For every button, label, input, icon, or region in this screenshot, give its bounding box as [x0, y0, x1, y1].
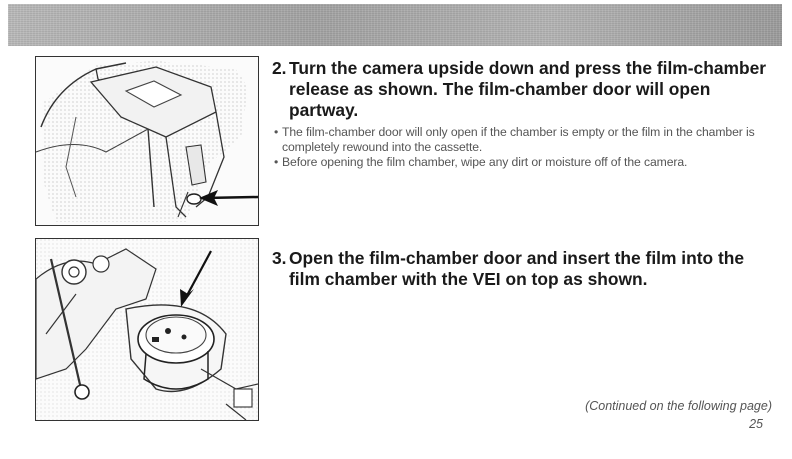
camera-bottom-drawing [36, 57, 258, 225]
film-insertion-illustration [35, 238, 259, 421]
step-instruction: Open the film-chamber door and insert the film into the film chamber with the VEI on top as shown. [289, 248, 745, 289]
film-chamber-drawing [36, 239, 258, 420]
header-band [8, 4, 782, 46]
page-number: 25 [749, 417, 763, 431]
note-item: • Before opening the film chamber, wipe any dirt or moisture off of the camera. [272, 155, 772, 170]
camera-release-illustration [35, 56, 259, 226]
step-number: 3. [272, 248, 287, 268]
note-item: • The film-chamber door will only open if the chamber is empty or the film in the chamber is completely rewound into the cassette. [272, 125, 772, 155]
step-number: 2. [272, 58, 287, 78]
step-2-notes [272, 125, 772, 170]
step-3 [272, 248, 772, 290]
step-3-heading [272, 248, 772, 290]
step-2 [272, 58, 772, 170]
step-2-heading [272, 58, 772, 121]
step-instruction: Turn the camera upside down and press the film-chamber release as shown. The film-chamber door will open partway. [289, 58, 767, 120]
continued-note: (Continued on the following page) [585, 399, 772, 413]
